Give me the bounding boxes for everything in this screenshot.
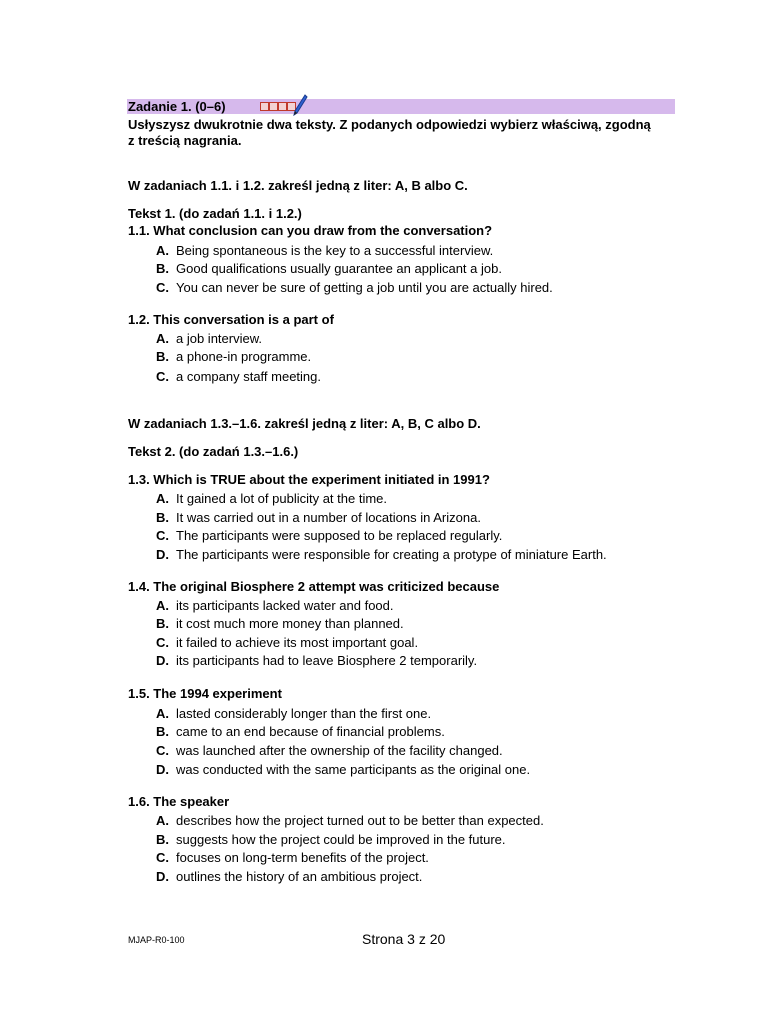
- answer-option[interactable]: [156, 528, 502, 544]
- answer-option[interactable]: [156, 724, 445, 740]
- option-letter[interactable]: B.: [156, 832, 169, 847]
- option-text: outlines the history of an ambitious project.: [176, 869, 423, 884]
- answer-option[interactable]: [156, 850, 429, 866]
- option-text: was conducted with the same participants as the original one.: [176, 762, 531, 777]
- answer-option[interactable]: [156, 510, 481, 526]
- option-letter[interactable]: B.: [156, 616, 169, 631]
- option-letter[interactable]: C.: [156, 635, 169, 650]
- option-text: lasted considerably longer than the first one.: [176, 706, 432, 721]
- option-letter[interactable]: C.: [156, 369, 169, 384]
- option-letter[interactable]: B.: [156, 349, 169, 364]
- score-box: [269, 102, 278, 111]
- answer-option[interactable]: [156, 762, 530, 778]
- option-letter[interactable]: A.: [156, 598, 169, 613]
- option-text: You can never be sure of getting a job until you are actually hired.: [176, 280, 553, 295]
- score-box: [278, 102, 287, 111]
- footer-page-number: Strona 3 z 20: [362, 931, 446, 947]
- option-letter[interactable]: B.: [156, 510, 169, 525]
- option-letter[interactable]: A.: [156, 331, 169, 346]
- answer-option[interactable]: [156, 491, 387, 507]
- question-stem: 1.2. This conversation is a part of: [128, 312, 334, 327]
- answer-option[interactable]: [156, 616, 404, 632]
- section1-directive: W zadaniach 1.1. i 1.2. zakreśl jedną z liter: A, B albo C.: [128, 178, 468, 193]
- option-text: suggests how the project could be improved in the future.: [176, 832, 506, 847]
- pencil-icon: [292, 94, 308, 116]
- question-stem: 1.6. The speaker: [128, 794, 230, 809]
- option-text: a phone-in programme.: [176, 349, 312, 364]
- option-text: describes how the project turned out to be better than expected.: [176, 813, 544, 828]
- option-letter[interactable]: B.: [156, 724, 169, 739]
- task-title: Zadanie 1. (0–6): [128, 99, 226, 114]
- option-text: its participants lacked water and food.: [176, 598, 394, 613]
- answer-option[interactable]: [156, 832, 506, 848]
- score-box: [260, 102, 269, 111]
- option-letter[interactable]: C.: [156, 280, 169, 295]
- answer-option[interactable]: [156, 349, 311, 365]
- option-letter[interactable]: A.: [156, 491, 169, 506]
- answer-option[interactable]: [156, 869, 422, 885]
- section2-text-label: Tekst 2. (do zadań 1.3.–1.6.): [128, 444, 299, 459]
- answer-option[interactable]: [156, 261, 502, 277]
- task-instruction-line2: z treścią nagrania.: [128, 133, 242, 148]
- option-text: Good qualifications usually guarantee an applicant a job.: [176, 261, 502, 276]
- option-letter[interactable]: A.: [156, 243, 169, 258]
- option-letter[interactable]: C.: [156, 528, 169, 543]
- option-letter[interactable]: D.: [156, 547, 169, 562]
- answer-option[interactable]: [156, 743, 503, 759]
- task-instruction-line1: Usłyszysz dwukrotnie dwa teksty. Z podanych odpowiedzi wybierz właściwą, zgodną: [128, 117, 651, 132]
- answer-option[interactable]: [156, 653, 477, 669]
- option-text: focuses on long-term benefits of the project.: [176, 850, 429, 865]
- answer-option[interactable]: [156, 280, 553, 296]
- option-letter[interactable]: D.: [156, 653, 169, 668]
- option-text: it failed to achieve its most important goal.: [176, 635, 419, 650]
- option-text: its participants had to leave Biosphere 2 temporarily.: [176, 653, 478, 668]
- option-letter[interactable]: C.: [156, 850, 169, 865]
- answer-option[interactable]: [156, 706, 431, 722]
- option-text: It gained a lot of publicity at the time.: [176, 491, 388, 506]
- option-text: The participants were supposed to be replaced regularly.: [176, 528, 503, 543]
- option-letter[interactable]: A.: [156, 706, 169, 721]
- option-text: The participants were responsible for creating a protype of miniature Earth.: [176, 547, 607, 562]
- section2-directive: W zadaniach 1.3.–1.6. zakreśl jedną z liter: A, B, C albo D.: [128, 416, 481, 431]
- answer-option[interactable]: [156, 635, 418, 651]
- question-stem: 1.5. The 1994 experiment: [128, 686, 282, 701]
- score-boxes: [260, 102, 296, 112]
- answer-option[interactable]: [156, 547, 607, 563]
- answer-option[interactable]: [156, 598, 394, 614]
- answer-option[interactable]: [156, 369, 321, 385]
- option-letter[interactable]: C.: [156, 743, 169, 758]
- option-letter[interactable]: B.: [156, 261, 169, 276]
- option-text: It was carried out in a number of locations in Arizona.: [176, 510, 481, 525]
- question-stem: 1.4. The original Biosphere 2 attempt was criticized because: [128, 579, 500, 594]
- section1-text-label: Tekst 1. (do zadań 1.1. i 1.2.): [128, 206, 302, 221]
- option-text: was launched after the ownership of the facility changed.: [176, 743, 503, 758]
- question-stem: 1.3. Which is TRUE about the experiment initiated in 1991?: [128, 472, 490, 487]
- answer-option[interactable]: [156, 243, 493, 259]
- option-text: a job interview.: [176, 331, 262, 346]
- question-stem: 1.1. What conclusion can you draw from the conversation?: [128, 223, 493, 238]
- option-text: came to an end because of financial problems.: [176, 724, 445, 739]
- option-letter[interactable]: A.: [156, 813, 169, 828]
- footer-exam-code: MJAP-R0-100: [128, 935, 185, 945]
- option-text: Being spontaneous is the key to a successful interview.: [176, 243, 494, 258]
- answer-option[interactable]: [156, 331, 262, 347]
- option-letter[interactable]: D.: [156, 762, 169, 777]
- option-text: a company staff meeting.: [176, 369, 322, 384]
- answer-option[interactable]: [156, 813, 544, 829]
- option-text: it cost much more money than planned.: [176, 616, 404, 631]
- option-letter[interactable]: D.: [156, 869, 169, 884]
